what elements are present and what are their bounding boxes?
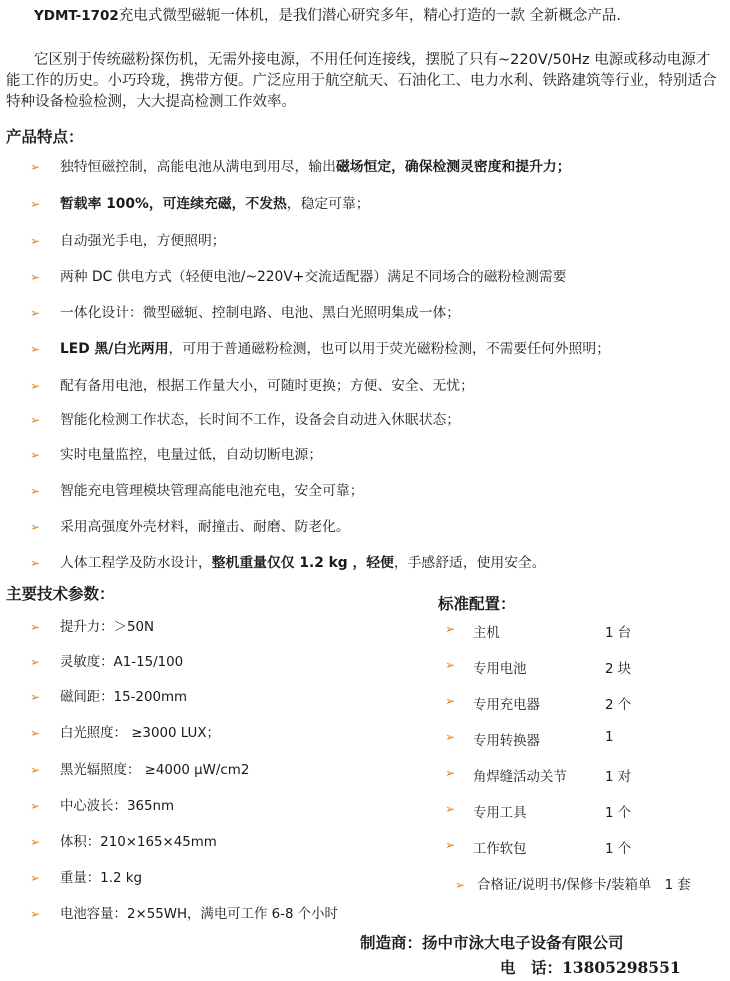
arrow-bullet-icon: ➢: [30, 197, 41, 211]
feature-item: ➢ 智能充电管理模块管理高能电池充电，安全可靠；: [30, 483, 364, 499]
feature-item: ➢ 独特恒磁控制，高能电池从满电到用尽，输出磁场恒定，确保检测灵密度和提升力；: [30, 159, 571, 175]
arrow-bullet-icon: ➢: [30, 907, 41, 921]
arrow-bullet-icon: ➢: [445, 622, 456, 636]
spec-item: ➢ 黑光辐照度： ≥4000 μW/cm2: [30, 763, 250, 778]
arrow-bullet-icon: ➢: [30, 270, 41, 284]
config-title: 标准配置：: [438, 595, 516, 613]
spec-item: ➢ 灵敏度：A1-15/100: [30, 655, 184, 670]
arrow-bullet-icon: ➢: [445, 766, 456, 780]
arrow-bullet-icon: ➢: [30, 234, 41, 248]
features-title: 产品特点：: [6, 128, 84, 146]
config-item: ➢ 工作软包 1 个: [445, 838, 632, 857]
arrow-bullet-icon: ➢: [455, 878, 466, 892]
arrow-bullet-icon: ➢: [30, 763, 41, 777]
config-item: ➢ 专用充电器 2 个: [445, 694, 632, 713]
feature-item: ➢ 自动强光手电，方便照明；: [30, 233, 226, 249]
arrow-bullet-icon: ➢: [30, 306, 41, 320]
arrow-bullet-icon: ➢: [30, 799, 41, 813]
config-item: ➢ 专用工具 1 个: [445, 802, 632, 821]
arrow-bullet-icon: ➢: [30, 448, 41, 462]
arrow-bullet-icon: ➢: [30, 379, 41, 393]
spec-item: ➢ 体积：210×165×45mm: [30, 835, 217, 850]
spec-item: ➢ 磁间距：15-200mm: [30, 690, 188, 705]
specs-title: 主要技术参数：: [6, 585, 115, 603]
feature-item: ➢ 实时电量监控，电量过低，自动切断电源；: [30, 447, 323, 463]
phone-line: [500, 956, 681, 978]
feature-item: ➢ LED 黑/白光两用，可用于普通磁粉检测，也可以用于荧光磁粉检测，不需要任何外照明；: [30, 341, 610, 357]
arrow-bullet-icon: ➢: [30, 520, 41, 534]
spec-item: ➢ 中心波长：365nm: [30, 799, 175, 814]
arrow-bullet-icon: ➢: [30, 342, 41, 356]
arrow-bullet-icon: ➢: [445, 694, 456, 708]
arrow-bullet-icon: ➢: [30, 556, 41, 570]
feature-item: ➢ 人体工程学及防水设计，整机重量仅仅 1.2 kg ，轻便，手感舒适，使用安全。: [30, 555, 546, 571]
feature-item: ➢ 智能化检测工作状态，长时间不工作，设备会自动进入休眠状态；: [30, 412, 461, 428]
arrow-bullet-icon: ➢: [30, 871, 41, 885]
manufacturer: 制造商：扬中市泳大电子设备有限公司: [360, 934, 624, 952]
phone-number: 13805298551: [562, 958, 681, 977]
model-name: YDMT-1702: [34, 8, 119, 24]
phone-label: 电 话：: [500, 959, 563, 977]
arrow-bullet-icon: ➢: [445, 730, 456, 744]
feature-item: ➢ 两种 DC 供电方式（轻便电池/~220V+交流适配器）满足不同场合的磁粉检测需要: [30, 269, 567, 285]
arrow-bullet-icon: ➢: [30, 413, 41, 427]
config-item: ➢ 专用转换器 1: [445, 730, 614, 749]
feature-item: ➢ 暂载率 100%，可连续充磁，不发热，稳定可靠；: [30, 196, 370, 212]
feature-item: ➢ 配有备用电池，根据工作量大小，可随时更换；方便、安全、无忧；: [30, 378, 474, 394]
feature-item: ➢ 采用高强度外壳材料，耐撞击、耐磨、防老化。: [30, 519, 350, 535]
arrow-bullet-icon: ➢: [30, 726, 41, 740]
config-item-documents: ➢ 合格证/说明书/保修卡/装箱单 1 套: [455, 878, 691, 893]
feature-item: ➢ 一体化设计：微型磁轭、控制电路、电池、黑白光照明集成一体；: [30, 305, 461, 321]
arrow-bullet-icon: ➢: [445, 658, 456, 672]
config-item: ➢ 专用电池 2 块: [445, 658, 632, 677]
arrow-bullet-icon: ➢: [445, 802, 456, 816]
spec-item: ➢ 电池容量：2×55WH，满电可工作 6-8 个小时: [30, 907, 338, 922]
arrow-bullet-icon: ➢: [30, 160, 41, 174]
arrow-bullet-icon: ➢: [445, 838, 456, 852]
arrow-bullet-icon: ➢: [30, 620, 41, 634]
arrow-bullet-icon: ➢: [30, 484, 41, 498]
arrow-bullet-icon: ➢: [30, 690, 41, 704]
arrow-bullet-icon: ➢: [30, 835, 41, 849]
intro-paragraph-2: 它区别于传统磁粉探伤机，无需外接电源，不用任何连接线，摆脱了只有~220V/50Hz 电源或移动电源才能工作的历史。小巧玲珑，携带方便。广泛应用于航空航天、石油化工、电力水利、铁路建筑等行业，特别适合特种设备检验检测，大大提高检测工作效率。: [6, 52, 717, 110]
spec-item: ➢ 白光照度： ≥3000 LUX；: [30, 726, 220, 741]
config-item: ➢ 主机 1 台: [445, 622, 632, 641]
spec-item: ➢ 重量：1.2 kg: [30, 871, 142, 886]
spec-item: ➢ 提升力：＞50N: [30, 620, 155, 635]
intro-paragraph-1: YDMT-1702充电式微型磁轭一体机，是我们潜心研究多年，精心打造的一款 全新概念产品.: [34, 8, 622, 24]
config-item: ➢ 角焊缝活动关节 1 对: [445, 766, 632, 785]
arrow-bullet-icon: ➢: [30, 655, 41, 669]
